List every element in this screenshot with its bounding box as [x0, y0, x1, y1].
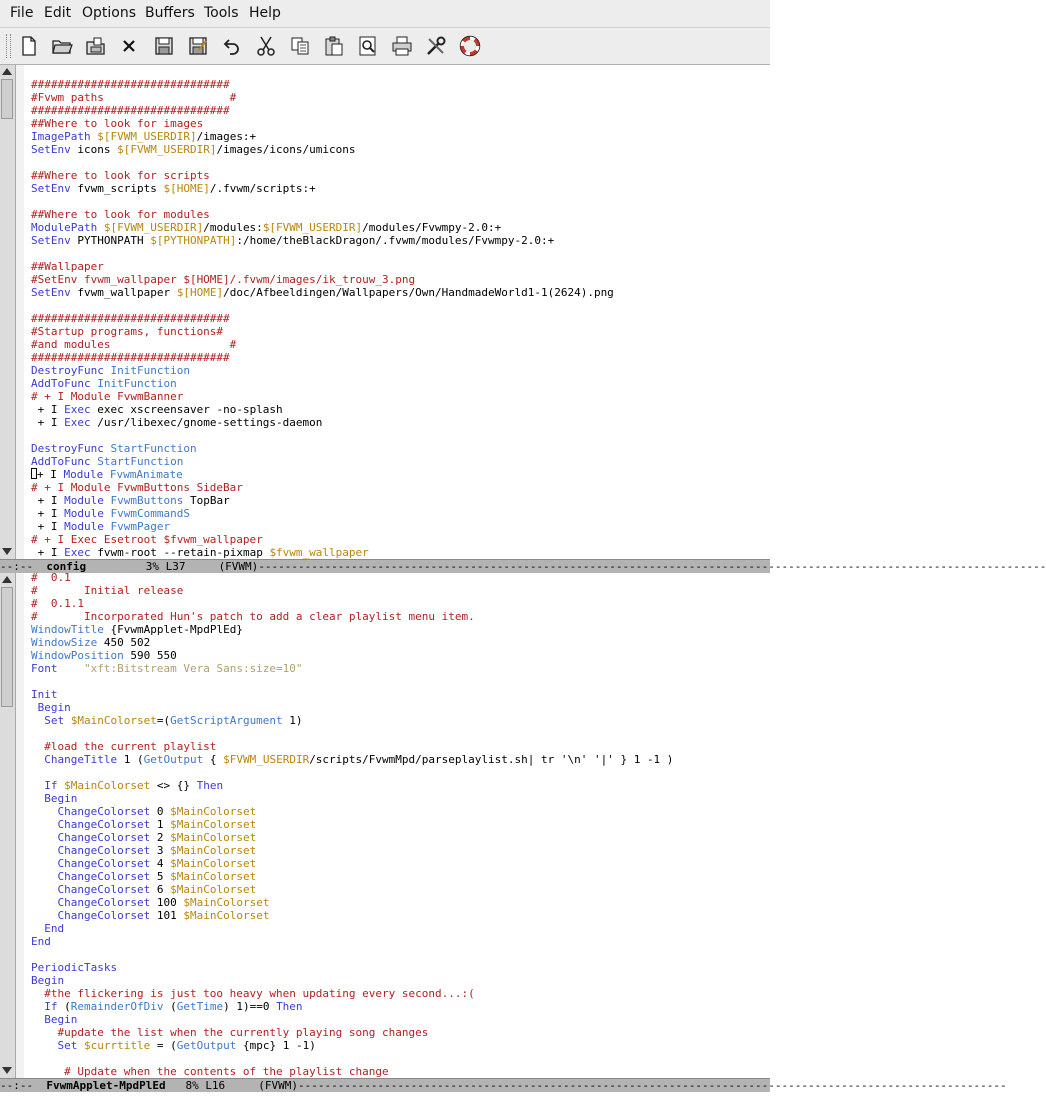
- code-token: Module: [63, 468, 104, 481]
- code-token: (: [57, 1000, 71, 1013]
- code-token: (: [163, 1000, 177, 1013]
- help-icon[interactable]: [456, 32, 484, 60]
- code-token: $MainColorset: [70, 714, 157, 727]
- code-token: fvwm-root --retain-pixmap: [90, 546, 270, 559]
- code-token: SetEnv: [31, 143, 71, 156]
- scroll-up-arrow-icon[interactable]: [2, 576, 12, 583]
- code-token: # + I Module FvwmButtons SideBar: [31, 481, 243, 494]
- code-token: [31, 909, 58, 922]
- code-token: InitFunction: [110, 364, 190, 377]
- code-token: [31, 844, 58, 857]
- code-token: /modules:: [203, 221, 263, 234]
- code-line[interactable]: [31, 494, 614, 507]
- code-token: FvwmAnimate: [109, 468, 183, 481]
- code-token: GetScriptArgument: [170, 714, 283, 727]
- code-token: [77, 1039, 84, 1052]
- code-token: [97, 221, 104, 234]
- code-token: Module: [64, 520, 104, 533]
- scroll-down-arrow-icon[interactable]: [2, 1067, 12, 1074]
- code-token: WindowPosition: [31, 649, 124, 662]
- code-token: [31, 896, 58, 909]
- code-line[interactable]: [31, 104, 614, 117]
- scrollbar-bottom[interactable]: [0, 573, 16, 1078]
- copy-icon[interactable]: [286, 32, 314, 60]
- code-token: End: [31, 935, 51, 948]
- scrollbar-top[interactable]: [0, 65, 16, 559]
- minibuffer[interactable]: [0, 1092, 770, 1105]
- code-token: {FvwmApplet-MpdPlEd}: [103, 623, 243, 636]
- code-token: Set: [44, 714, 65, 727]
- code-token: Begin: [44, 1013, 78, 1026]
- code-line[interactable]: [31, 740, 673, 753]
- code-token: [31, 701, 38, 714]
- save-icon[interactable]: [150, 32, 178, 60]
- code-token: 0: [150, 805, 171, 818]
- code-line[interactable]: [31, 805, 673, 818]
- code-token: 6: [150, 883, 171, 896]
- code-token: ##Where to look for modules: [31, 208, 210, 221]
- code-token: #load the current playlist: [31, 740, 217, 753]
- code-token: ##############################: [31, 351, 230, 364]
- code-line[interactable]: [31, 701, 673, 714]
- code-token: + I: [31, 416, 65, 429]
- code-line[interactable]: [31, 351, 614, 364]
- code-line[interactable]: [31, 753, 673, 766]
- menu-options[interactable]: Options: [82, 5, 137, 21]
- code-token: 100: [150, 896, 184, 909]
- code-token: [31, 1039, 58, 1052]
- menu-bar: [0, 0, 770, 28]
- code-line[interactable]: [31, 546, 614, 559]
- code-token: $MainColorset: [64, 779, 151, 792]
- code-line[interactable]: [31, 377, 614, 390]
- code-token: StartFunction: [97, 455, 184, 468]
- code-token: + I: [37, 468, 64, 481]
- code-token: # 0.1.1: [31, 597, 84, 610]
- new-file-icon[interactable]: [15, 32, 43, 60]
- code-line[interactable]: [31, 325, 614, 338]
- code-token: PYTHONPATH: [70, 234, 151, 247]
- code-token: ChangeColorset: [57, 870, 151, 883]
- code-token: fvwm_scripts: [70, 182, 164, 195]
- code-token: $[FVWM_USERDIR]: [262, 221, 363, 234]
- code-token: 4: [150, 857, 171, 870]
- code-line[interactable]: [31, 403, 614, 416]
- code-line[interactable]: [31, 766, 673, 779]
- code-token: $MainColorset: [170, 870, 257, 883]
- code-token: ) 1)==0: [223, 1000, 277, 1013]
- code-token: #Fvwm paths #: [31, 91, 237, 104]
- buffer-text-config[interactable]: [31, 78, 614, 559]
- code-token: exec xscreensaver -no-splash: [90, 403, 283, 416]
- code-line[interactable]: [31, 649, 673, 662]
- code-token: $MainColorset: [170, 844, 257, 857]
- code-token: /images/icons/umicons: [216, 143, 356, 156]
- scroll-down-arrow-icon[interactable]: [2, 548, 12, 555]
- code-token: [104, 507, 111, 520]
- code-token: ChangeTitle: [44, 753, 118, 766]
- code-token: $FVWM_USERDIR: [223, 753, 310, 766]
- code-line[interactable]: [31, 909, 673, 922]
- code-line[interactable]: [31, 481, 614, 494]
- save-as-icon[interactable]: [184, 32, 212, 60]
- code-token: $MainColorset: [170, 883, 257, 896]
- scrollbar-thumb[interactable]: [1, 79, 13, 119]
- code-token: ##############################: [31, 104, 230, 117]
- code-line[interactable]: [31, 961, 673, 974]
- left-fringe: [16, 65, 24, 559]
- code-token: 1 (: [117, 753, 144, 766]
- menu-buffers[interactable]: Buffers: [145, 5, 195, 21]
- code-token: [104, 494, 111, 507]
- code-token: 1): [282, 714, 303, 727]
- code-token: [103, 468, 110, 481]
- mode-line-major-mode[interactable]: (FVWM): [258, 1079, 299, 1092]
- preferences-icon[interactable]: [422, 32, 450, 60]
- code-line[interactable]: [31, 338, 614, 351]
- code-token: /modules/Fvwmpy-2.0:+: [362, 221, 502, 234]
- code-line[interactable]: [31, 117, 614, 130]
- code-line[interactable]: [31, 1000, 673, 1013]
- code-line[interactable]: [31, 662, 673, 675]
- code-line[interactable]: [31, 91, 614, 104]
- code-line[interactable]: [31, 1052, 673, 1065]
- code-token: ##Where to look for images: [31, 117, 204, 130]
- code-line[interactable]: [31, 299, 614, 312]
- code-line[interactable]: [31, 390, 614, 403]
- code-token: ##Wallpaper: [31, 260, 104, 273]
- code-token: [64, 714, 71, 727]
- mode-line-position: 3% L37: [86, 560, 219, 573]
- code-token: # Initial release: [31, 584, 184, 597]
- code-token: Then: [196, 779, 224, 792]
- code-line[interactable]: [31, 1026, 673, 1039]
- code-token: WindowTitle: [31, 623, 104, 636]
- code-token: ChangeColorset: [57, 883, 151, 896]
- code-line[interactable]: [31, 286, 614, 299]
- code-token: =(: [156, 714, 171, 727]
- code-token: [31, 1013, 44, 1026]
- code-line[interactable]: [31, 935, 673, 948]
- code-token: Exec: [64, 546, 91, 559]
- open-file-icon[interactable]: [48, 32, 76, 60]
- code-token: $MainColorset: [170, 831, 257, 844]
- code-line[interactable]: [31, 195, 614, 208]
- code-line[interactable]: [31, 364, 614, 377]
- code-token: $[FVWM_USERDIR]: [117, 143, 217, 156]
- code-token: # 0.1: [31, 571, 71, 584]
- scrollbar-thumb[interactable]: [1, 587, 13, 707]
- code-token: fvwm_wallpaper: [70, 286, 177, 299]
- code-token: /usr/libexec/gnome-settings-daemon: [90, 416, 323, 429]
- code-line[interactable]: [31, 922, 673, 935]
- code-token: InitFunction: [97, 377, 177, 390]
- code-line[interactable]: [31, 597, 673, 610]
- code-token: ##############################: [31, 312, 230, 325]
- code-token: ChangeColorset: [57, 818, 151, 831]
- code-token: #and modules #: [31, 338, 237, 351]
- code-token: $MainColorset: [170, 857, 257, 870]
- code-token: ImagePath: [31, 130, 91, 143]
- code-token: /scripts/FvwmMpd/parseplaylist.sh| tr '\n' '|' } 1 -1 ): [309, 753, 674, 766]
- code-token: + I: [31, 546, 65, 559]
- close-buffer-icon[interactable]: [115, 32, 143, 60]
- code-line[interactable]: [31, 1065, 673, 1078]
- code-line[interactable]: [31, 792, 673, 805]
- code-line[interactable]: [31, 818, 673, 831]
- menu-help[interactable]: Help: [249, 5, 281, 21]
- code-token: + I: [31, 520, 65, 533]
- code-token: ChangeColorset: [57, 844, 151, 857]
- code-token: Set: [57, 1039, 78, 1052]
- code-line[interactable]: [31, 636, 673, 649]
- code-token: [58, 662, 85, 675]
- code-token: $currtitle: [84, 1039, 151, 1052]
- code-line[interactable]: [31, 507, 614, 520]
- code-token: ModulePath: [31, 221, 98, 234]
- code-token: FvwmButtons: [110, 494, 184, 507]
- code-line[interactable]: [31, 442, 614, 455]
- code-token: # Update when the contents of the playlist change: [31, 1065, 389, 1078]
- code-token: Module: [64, 494, 104, 507]
- code-token: End: [44, 922, 65, 935]
- code-token: /.fvwm/scripts:+: [209, 182, 316, 195]
- code-token: :/home/theBlackDragon/.fvwm/modules/Fvwmpy-2.0:+: [236, 234, 555, 247]
- code-token: $[PYTHONPATH]: [150, 234, 237, 247]
- code-token: $[HOME]: [176, 286, 224, 299]
- toolbar: [0, 28, 770, 65]
- editor-window-mpdpled[interactable]: [0, 573, 770, 1078]
- code-token: If: [44, 779, 58, 792]
- code-token: + I: [31, 494, 65, 507]
- code-token: {mpc} 1 -1): [236, 1039, 316, 1052]
- code-token: [31, 870, 58, 883]
- code-token: /images:+: [196, 130, 257, 143]
- code-token: ChangeColorset: [57, 805, 151, 818]
- code-token: [104, 520, 111, 533]
- code-token: [31, 883, 58, 896]
- code-token: ChangeColorset: [57, 896, 151, 909]
- code-line[interactable]: [31, 610, 673, 623]
- code-token: ChangeColorset: [57, 909, 151, 922]
- mode-line-major-mode[interactable]: (FVWM): [218, 560, 259, 573]
- code-token: # + I Module FvwmBanner: [31, 390, 184, 403]
- menu-tools[interactable]: Tools: [204, 5, 239, 21]
- code-token: [31, 922, 44, 935]
- code-line[interactable]: [31, 520, 614, 533]
- code-line[interactable]: [31, 675, 673, 688]
- code-token: GetOutput: [143, 753, 204, 766]
- code-line[interactable]: [31, 533, 614, 546]
- code-token: If: [44, 1000, 58, 1013]
- code-line[interactable]: [31, 779, 673, 792]
- code-token: SetEnv: [31, 182, 71, 195]
- code-line[interactable]: [31, 844, 673, 857]
- code-token: AddToFunc: [31, 377, 91, 390]
- print-icon[interactable]: [388, 32, 416, 60]
- code-token: [31, 805, 58, 818]
- code-token: RemainderOfDiv: [70, 1000, 164, 1013]
- code-line[interactable]: [31, 169, 614, 182]
- code-token: $MainColorset: [170, 818, 257, 831]
- mode-line-prefix: --:--: [0, 1079, 47, 1092]
- code-token: TopBar: [183, 494, 230, 507]
- code-line[interactable]: [31, 714, 673, 727]
- code-token: $[FVWM_USERDIR]: [97, 130, 197, 143]
- code-token: 3: [150, 844, 171, 857]
- code-token: [31, 1000, 44, 1013]
- code-token: AddToFunc: [31, 455, 91, 468]
- code-line[interactable]: [31, 247, 614, 260]
- code-token: $fvwm_wallpaper: [269, 546, 369, 559]
- search-icon[interactable]: [354, 32, 382, 60]
- code-line[interactable]: [31, 1039, 673, 1052]
- code-token: Exec: [64, 403, 91, 416]
- code-token: GetOutput: [176, 1039, 237, 1052]
- code-line[interactable]: [31, 182, 614, 195]
- mode-line-prefix: --:--: [0, 560, 47, 573]
- scroll-up-arrow-icon[interactable]: [2, 68, 12, 75]
- code-line[interactable]: [31, 974, 673, 987]
- code-token: #update the list when the currently playing song changes: [31, 1026, 429, 1039]
- code-token: DestroyFunc: [31, 364, 104, 377]
- code-line[interactable]: [31, 455, 614, 468]
- code-token: #the flickering is just too heavy when updating every second...:(: [31, 987, 475, 1000]
- code-line[interactable]: [31, 468, 614, 481]
- mode-line-buffer-name[interactable]: FvwmApplet-MpdPlEd: [46, 1079, 166, 1092]
- code-token: #SetEnv fvwm_wallpaper $[HOME]/.fvwm/images/ik_trouw_3.png: [31, 273, 416, 286]
- code-token: Begin: [44, 792, 78, 805]
- code-line[interactable]: [31, 584, 673, 597]
- code-token: [31, 792, 44, 805]
- code-token: 101: [150, 909, 184, 922]
- code-line[interactable]: [31, 156, 614, 169]
- code-token: WindowSize: [31, 636, 98, 649]
- code-token: icons: [70, 143, 118, 156]
- code-token: [31, 714, 44, 727]
- code-line[interactable]: [31, 623, 673, 636]
- code-token: 590 550: [123, 649, 177, 662]
- mode-line-mpdpled[interactable]: [0, 1078, 1007, 1092]
- code-line[interactable]: [31, 78, 614, 91]
- code-token: = (: [150, 1039, 177, 1052]
- code-token: SetEnv: [31, 286, 71, 299]
- code-token: Init: [31, 688, 58, 701]
- code-line[interactable]: [31, 727, 673, 740]
- code-token: $MainColorset: [183, 896, 270, 909]
- code-token: $[FVWM_USERDIR]: [103, 221, 204, 234]
- menu-edit[interactable]: Edit: [44, 5, 72, 21]
- code-token: Exec: [64, 416, 91, 429]
- code-token: {: [203, 753, 224, 766]
- mode-line-fill: -----------------------------------------------------------------------------------------------------------------------: [258, 560, 1046, 573]
- left-fringe: [16, 573, 24, 1078]
- code-token: $MainColorset: [183, 909, 270, 922]
- code-token: FvwmPager: [110, 520, 171, 533]
- code-line[interactable]: [31, 130, 614, 143]
- code-token: DestroyFunc: [31, 442, 104, 455]
- code-token: # + I Exec Esetroot $fvwm_wallpaper: [31, 533, 263, 546]
- code-token: ##############################: [31, 78, 230, 91]
- code-token: $[HOME]: [163, 182, 210, 195]
- undo-icon[interactable]: [218, 32, 246, 60]
- code-token: "xft:Bitstream Vera Sans:size=10": [84, 662, 303, 675]
- code-line[interactable]: [31, 312, 614, 325]
- code-token: [31, 753, 44, 766]
- code-token: ##Where to look for scripts: [31, 169, 210, 182]
- code-line[interactable]: [31, 234, 614, 247]
- buffer-text-mpdpled[interactable]: [31, 571, 673, 1078]
- code-token: /doc/Afbeeldingen/Wallpapers/Own/HandmadeWorld1-1(2624).png: [223, 286, 614, 299]
- code-token: [31, 818, 58, 831]
- code-line[interactable]: [31, 896, 673, 909]
- mode-line-buffer-name[interactable]: config: [46, 560, 87, 573]
- code-token: 450 502: [97, 636, 151, 649]
- code-line[interactable]: [31, 208, 614, 221]
- code-line[interactable]: [31, 857, 673, 870]
- open-directory-icon[interactable]: [82, 32, 110, 60]
- code-token: [31, 779, 44, 792]
- mode-line-position: 8% L16: [165, 1079, 259, 1092]
- code-token: 1: [150, 818, 171, 831]
- code-line[interactable]: [31, 987, 673, 1000]
- code-token: + I: [31, 507, 65, 520]
- code-token: 2: [150, 831, 171, 844]
- code-token: + I: [31, 403, 65, 416]
- code-token: SetEnv: [31, 234, 71, 247]
- code-token: Font: [31, 662, 58, 675]
- code-token: <> {}: [150, 779, 197, 792]
- code-line[interactable]: [31, 883, 673, 896]
- code-line[interactable]: [31, 143, 614, 156]
- menu-file[interactable]: File: [10, 5, 34, 21]
- code-line[interactable]: [31, 688, 673, 701]
- code-token: Then: [276, 1000, 303, 1013]
- mode-line-fill: -----------------------------------------------------------------------------------------------------------: [298, 1079, 1007, 1092]
- editor-window-config[interactable]: [0, 65, 770, 559]
- paste-icon[interactable]: [320, 32, 348, 60]
- code-token: StartFunction: [110, 442, 197, 455]
- code-token: ChangeColorset: [57, 831, 151, 844]
- toolbar-grip[interactable]: [6, 34, 11, 58]
- code-token: # Incorporated Hun's patch to add a clear playlist menu item.: [31, 610, 475, 623]
- code-token: Begin: [31, 974, 65, 987]
- code-line[interactable]: [31, 221, 614, 234]
- code-token: [31, 857, 58, 870]
- code-line[interactable]: [31, 416, 614, 429]
- code-line[interactable]: [31, 260, 614, 273]
- cut-icon[interactable]: [252, 32, 280, 60]
- code-line[interactable]: [31, 571, 673, 584]
- code-line[interactable]: [31, 831, 673, 844]
- code-token: PeriodicTasks: [31, 961, 118, 974]
- code-token: [31, 831, 58, 844]
- code-line[interactable]: [31, 1013, 673, 1026]
- code-token: FvwmCommandS: [110, 507, 190, 520]
- code-line[interactable]: [31, 429, 614, 442]
- code-token: Begin: [37, 701, 71, 714]
- code-token: ChangeColorset: [57, 857, 151, 870]
- code-line[interactable]: [31, 870, 673, 883]
- code-token: $MainColorset: [170, 805, 257, 818]
- code-line[interactable]: [31, 273, 614, 286]
- code-token: 5: [150, 870, 171, 883]
- code-token: #Startup programs, functions#: [31, 325, 224, 338]
- code-token: GetTime: [176, 1000, 224, 1013]
- code-line[interactable]: [31, 948, 673, 961]
- code-token: Module: [64, 507, 104, 520]
